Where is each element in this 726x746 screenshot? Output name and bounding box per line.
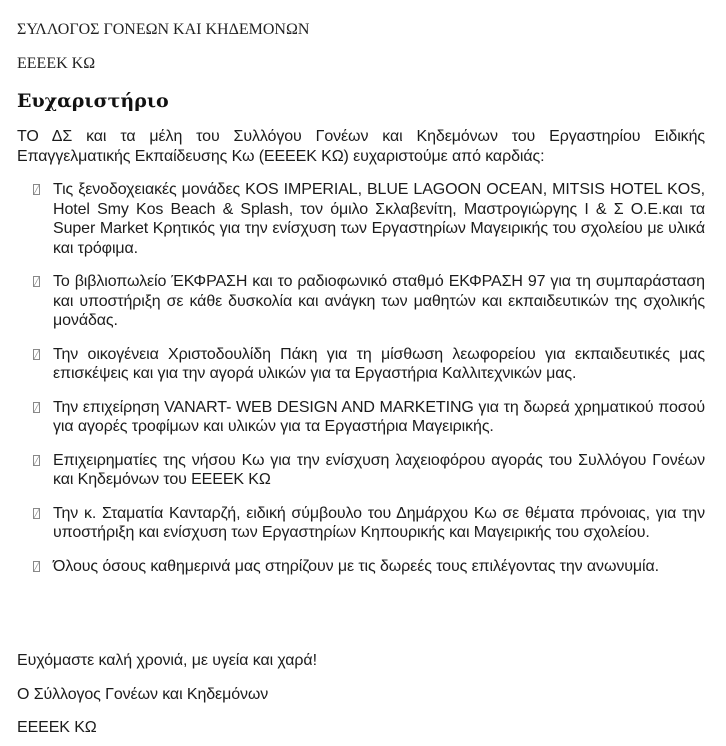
list-item bbox=[17, 451, 705, 490]
closing-wishes: Ευχόμαστε καλή χρονιά, με υγεία και χαρά! bbox=[17, 652, 317, 669]
list-item bbox=[17, 272, 705, 331]
closing-school: ΕΕΕΕΚ ΚΩ bbox=[17, 719, 97, 736]
list-item bbox=[17, 180, 705, 258]
school-name: ΕΕΕΕΚ ΚΩ bbox=[17, 55, 96, 72]
list-item-text: Την επιχείρηση VANART- WEB DESIGN AND MARKETING για τη δωρεά χρηματικού ποσού για αγορές τροφίμων και υλικών για τα Εργαστήρια Μαγειρικής. bbox=[53, 398, 705, 435]
list-item-text: Επιχειρηματίες της νήσου Κω για την ενίσχυση λαχειοφόρου αγοράς του Συλλόγου Γονέων και Κηδεμόνων του ΕΕΕΕΚ ΚΩ bbox=[53, 451, 705, 488]
missing-glyph-bullet-icon bbox=[33, 561, 40, 572]
list-item-text: Την κ. Σταματία Κανταρζή, ειδική σύμβουλο του Δημάρχου Κω σε θέματα πρόνοιας, για την υποστήριξη και ενίσχυση των Εργαστηρίων Κηπουρικής και Μαγειρικής του σχολείου. bbox=[53, 504, 705, 541]
missing-glyph-bullet-icon bbox=[33, 455, 40, 466]
list-item bbox=[17, 557, 705, 577]
list-item bbox=[17, 398, 705, 437]
missing-glyph-bullet-icon bbox=[33, 276, 40, 287]
list-item-text: Τις ξενοδοχειακές μονάδες KOS IMPERIAL, BLUE LAGOON OCEAN, MITSIS HOTEL KOS, Hotel Smy Kos Beach & Splash, τον όμιλο Σκλαβενίτη, Μαστρογιώργης Ι & Σ Ο.Ε.και τα Super Market Κρητικός για την ενίσχυση των Εργαστηρίων Μαγειρικής του σχολείου με υλικά και τρόφιμα. bbox=[53, 181, 705, 257]
missing-glyph-bullet-icon bbox=[33, 184, 40, 195]
list-item-text: Όλους όσους καθημερινά μας στηρίζουν με τις δωρεές τους επιλέγοντας την ανωνυμία. bbox=[53, 557, 659, 575]
missing-glyph-bullet-icon bbox=[33, 349, 40, 360]
closing-signature: Ο Σύλλογος Γονέων και Κηδεμόνων bbox=[17, 686, 269, 703]
list-item bbox=[17, 504, 705, 543]
missing-glyph-bullet-icon bbox=[33, 508, 40, 519]
organization-name: ΣΥΛΛΟΓΟΣ ΓΟΝΕΩΝ ΚΑΙ ΚΗΔΕΜΟΝΩΝ bbox=[17, 21, 310, 38]
intro-paragraph: ΤΟ ΔΣ και τα μέλη του Συλλόγου Γονέων και Κηδεμόνων του Εργαστηρίου Ειδικής Επαγγελματικής Εκπαίδευσης Κω (ΕΕΕΕΚ ΚΩ) ευχαριστούμε από καρδιάς: bbox=[17, 128, 705, 165]
missing-glyph-bullet-icon bbox=[33, 402, 40, 413]
list-item bbox=[17, 345, 705, 384]
list-item-text: Την οικογένεια Χριστοδουλίδη Πάκη για τη μίσθωση λεωφορείου για εκπαιδευτικές μας επισκέψεις και για την αγορά υλικών για τα Εργαστήρια Καλλιτεχνικών μας. bbox=[53, 345, 705, 382]
thanks-list bbox=[17, 180, 705, 590]
list-item-text: Το βιβλιοπωλείο ΈΚΦΡΑΣΗ και το ραδιοφωνικό σταθμό ΕΚΦΡΑΣΗ 97 για τη συμπαράσταση και υποστήριξη σε κάθε δυσκολία και ανάγκη των μαθητών και εκπαιδευτικών της σχολικής μονάδας. bbox=[53, 273, 705, 329]
document-title: Ευχαριστήριο bbox=[17, 90, 169, 112]
